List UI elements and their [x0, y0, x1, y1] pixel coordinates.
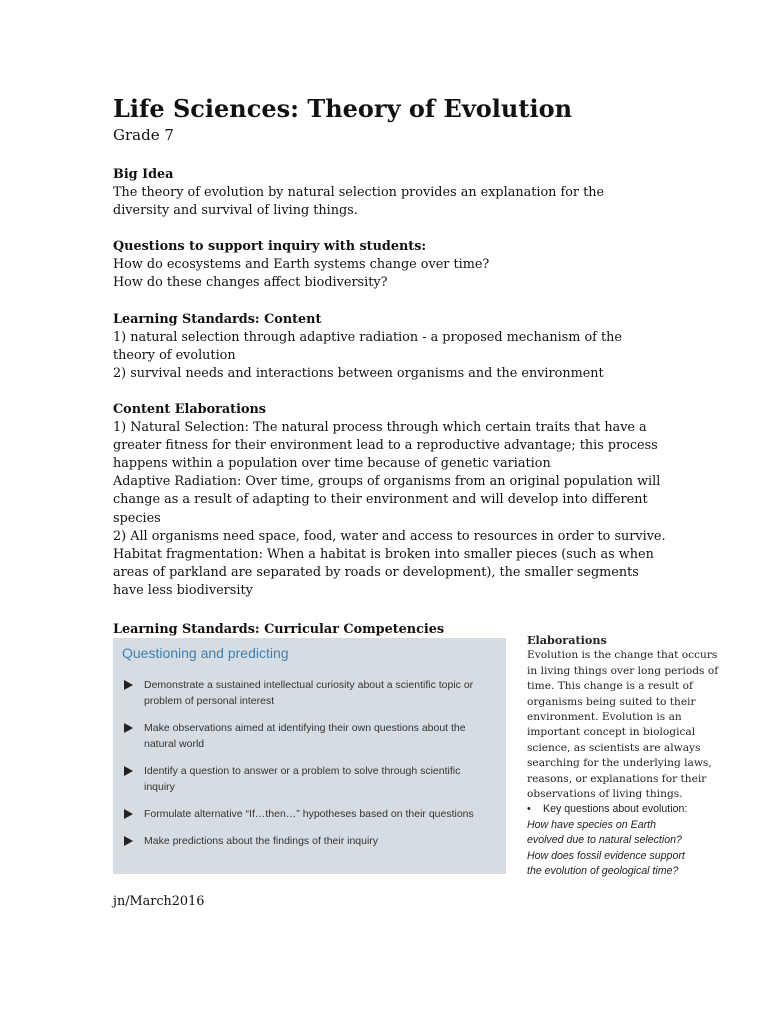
- content-standards-section: [113, 311, 673, 383]
- big-idea-heading: Big Idea: [113, 167, 174, 182]
- inquiry-heading: Questions to support inquiry with students:: [113, 239, 427, 255]
- competency-item: [122, 720, 498, 752]
- elaborations-text: Evolution is the change that occurs in living things over long periods of time. This change is a result of organisms being suited to their environment. Evolution is an important concept in biological science, as scientists are always searching for the underlying laws, reasons, or explanations for their observations of living things.: [527, 649, 719, 801]
- competency-item: [122, 763, 498, 795]
- triangle-bullet-icon: [124, 809, 133, 819]
- key-questions-label: [527, 802, 727, 817]
- competency-box-title: Questioning and predicting: [122, 645, 289, 661]
- competency-item: [122, 806, 498, 822]
- competency-list: [122, 677, 498, 849]
- content-standards-text: 1) natural selection through adaptive radiation - a proposed mechanism of the theory of evolution 2) survival needs and interactions between organisms and the environment: [113, 329, 622, 381]
- footer-note: jn/March2016: [113, 894, 205, 909]
- competency-text: Identify a question to answer or a problem to solve through scientific inquiry: [144, 765, 461, 793]
- elaborations-sidebar: [527, 633, 727, 880]
- competency-item: [122, 833, 498, 849]
- big-idea-text: The theory of evolution by natural selection provides an explanation for the diversity and survival of living things.: [113, 185, 605, 219]
- bullet-icon: •: [527, 803, 531, 816]
- competency-text: Make observations aimed at identifying their own questions about the natural world: [144, 722, 466, 750]
- content-standards-heading: Learning Standards: Content: [113, 311, 322, 327]
- grade-label: Grade 7: [113, 126, 174, 144]
- competency-item: [122, 677, 498, 709]
- content-elaborations-section: [113, 401, 673, 600]
- competency-text: Demonstrate a sustained intellectual curiosity about a scientific topic or problem of personal interest: [144, 679, 474, 707]
- key-questions-text: Key questions about evolution:: [543, 803, 688, 816]
- triangle-bullet-icon: [124, 836, 133, 846]
- key-questions: How have species on Earth evolved due to natural selection? How does fossil evidence support the evolution of geological time?: [527, 818, 685, 878]
- competency-text: Make predictions about the findings of their inquiry: [144, 835, 379, 847]
- inquiry-section: [113, 238, 673, 292]
- content-elaborations-heading: Content Elaborations: [113, 401, 266, 417]
- content-elaborations-text: 1) Natural Selection: The natural process through which certain traits that have a greater fitness for their environment lead to a reproductive advantage; this process happens within a population over time because of genetic variation Adaptive Radiation: Over time, groups of organisms from an original population will change as a result of adapting to their environment and will develop into different species 2) All organisms need space, food, water and access to resources in order to survive. Habitat fragmentation: When a habitat is broken into smaller pieces (such as when areas of parkland are separated by roads or development), the smaller segments have less biodiversity: [113, 420, 666, 598]
- elaborations-heading: Elaborations: [527, 633, 607, 647]
- document-body: [113, 166, 673, 618]
- triangle-bullet-icon: [124, 766, 133, 776]
- big-idea-section: [113, 166, 673, 220]
- triangle-bullet-icon: [124, 680, 133, 690]
- triangle-bullet-icon: [124, 723, 133, 733]
- curricular-competencies-box: [113, 638, 506, 874]
- inquiry-questions: How do ecosystems and Earth systems change over time? How do these changes affect biodiversity?: [113, 257, 490, 291]
- competency-text: Formulate alternative “If…then…” hypotheses based on their questions: [144, 808, 474, 820]
- page-title: Life Sciences: Theory of Evolution: [113, 94, 573, 123]
- curricular-competencies-heading: Learning Standards: Curricular Competencies: [113, 622, 445, 637]
